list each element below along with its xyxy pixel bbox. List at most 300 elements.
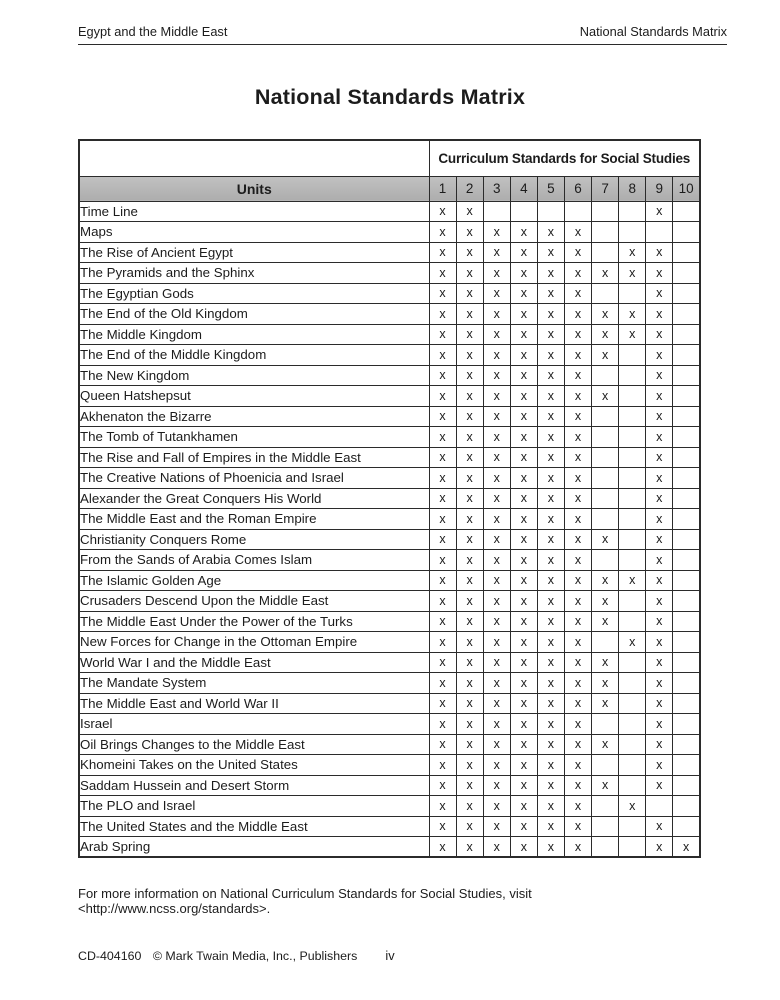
- unit-name: The New Kingdom: [79, 365, 429, 386]
- standard-mark-cell: x: [646, 488, 673, 509]
- empty-cell: [673, 529, 700, 550]
- standard-mark-cell: x: [429, 201, 456, 222]
- empty-cell: [673, 324, 700, 345]
- standard-mark-cell: x: [564, 324, 591, 345]
- standard-mark-cell: x: [510, 611, 537, 632]
- standard-mark-cell: x: [592, 775, 619, 796]
- standard-mark-cell: x: [564, 263, 591, 284]
- standard-mark-cell: x: [483, 796, 510, 817]
- unit-name: World War I and the Middle East: [79, 652, 429, 673]
- standard-mark-cell: x: [456, 796, 483, 817]
- unit-name: Saddam Hussein and Desert Storm: [79, 775, 429, 796]
- empty-cell: [673, 652, 700, 673]
- standard-mark-cell: x: [483, 488, 510, 509]
- empty-cell: [619, 673, 646, 694]
- standard-mark-cell: x: [456, 222, 483, 243]
- empty-cell: [592, 365, 619, 386]
- standard-mark-cell: x: [456, 816, 483, 837]
- standard-mark-cell: x: [456, 673, 483, 694]
- standard-mark-cell: x: [456, 652, 483, 673]
- standard-mark-cell: x: [646, 755, 673, 776]
- empty-cell: [619, 509, 646, 530]
- unit-name: Khomeini Takes on the United States: [79, 755, 429, 776]
- table-row: [79, 550, 700, 571]
- standard-mark-cell: x: [564, 611, 591, 632]
- standard-mark-cell: x: [510, 775, 537, 796]
- table-row: [79, 242, 700, 263]
- standard-mark-cell: x: [456, 529, 483, 550]
- running-head-right: National Standards Matrix: [579, 24, 727, 39]
- standard-mark-cell: x: [564, 529, 591, 550]
- standard-mark-cell: x: [429, 570, 456, 591]
- unit-name: The United States and the Middle East: [79, 816, 429, 837]
- standard-mark-cell: x: [537, 714, 564, 735]
- standard-mark-cell: x: [510, 734, 537, 755]
- standard-mark-cell: x: [510, 632, 537, 653]
- unit-name: The Middle Kingdom: [79, 324, 429, 345]
- standard-mark-cell: x: [429, 550, 456, 571]
- empty-cell: [673, 673, 700, 694]
- column-header-row: [79, 176, 700, 201]
- empty-cell: [564, 201, 591, 222]
- empty-cell: [619, 734, 646, 755]
- empty-cell: [673, 755, 700, 776]
- standard-mark-cell: x: [456, 591, 483, 612]
- standard-mark-cell: x: [456, 611, 483, 632]
- empty-cell: [510, 201, 537, 222]
- standard-mark-cell: x: [456, 345, 483, 366]
- column-header-6: 6: [564, 176, 591, 201]
- standard-mark-cell: x: [564, 837, 591, 858]
- standard-mark-cell: x: [537, 529, 564, 550]
- standard-mark-cell: x: [510, 652, 537, 673]
- empty-cell: [673, 775, 700, 796]
- footer-publisher: © Mark Twain Media, Inc., Publishers: [152, 949, 358, 963]
- standard-mark-cell: x: [483, 283, 510, 304]
- empty-cell: [592, 816, 619, 837]
- standard-mark-cell: x: [483, 652, 510, 673]
- standard-mark-cell: x: [429, 345, 456, 366]
- standard-mark-cell: x: [456, 263, 483, 284]
- empty-cell: [646, 796, 673, 817]
- standard-mark-cell: x: [483, 406, 510, 427]
- units-header-cell: Units: [79, 176, 429, 201]
- table-row: [79, 816, 700, 837]
- standard-mark-cell: x: [564, 570, 591, 591]
- empty-cell: [592, 509, 619, 530]
- unit-name: The Middle East Under the Power of the Turks: [79, 611, 429, 632]
- table-row: [79, 304, 700, 325]
- empty-cell: [619, 468, 646, 489]
- standard-mark-cell: x: [564, 714, 591, 735]
- unit-name: The Tomb of Tutankhamen: [79, 427, 429, 448]
- table-row: [79, 755, 700, 776]
- standard-mark-cell: x: [537, 632, 564, 653]
- column-header-9: 9: [646, 176, 673, 201]
- column-header-4: 4: [510, 176, 537, 201]
- standard-mark-cell: x: [619, 632, 646, 653]
- standard-mark-cell: x: [646, 447, 673, 468]
- empty-cell: [592, 283, 619, 304]
- empty-cell: [673, 222, 700, 243]
- standard-mark-cell: x: [483, 263, 510, 284]
- standard-mark-cell: x: [429, 386, 456, 407]
- standard-mark-cell: x: [483, 345, 510, 366]
- standard-mark-cell: x: [619, 796, 646, 817]
- empty-cell: [619, 529, 646, 550]
- standard-mark-cell: x: [564, 222, 591, 243]
- empty-cell: [619, 447, 646, 468]
- empty-cell: [619, 591, 646, 612]
- standard-mark-cell: x: [429, 365, 456, 386]
- empty-cell: [673, 242, 700, 263]
- standard-mark-cell: x: [537, 693, 564, 714]
- standard-mark-cell: x: [592, 345, 619, 366]
- standard-mark-cell: x: [646, 550, 673, 571]
- column-header-7: 7: [592, 176, 619, 201]
- standard-mark-cell: x: [592, 673, 619, 694]
- unit-name: Christianity Conquers Rome: [79, 529, 429, 550]
- standard-mark-cell: x: [537, 837, 564, 858]
- standard-mark-cell: x: [483, 365, 510, 386]
- empty-cell: [673, 611, 700, 632]
- unit-name: Arab Spring: [79, 837, 429, 858]
- standard-mark-cell: x: [564, 386, 591, 407]
- standard-mark-cell: x: [429, 734, 456, 755]
- standard-mark-cell: x: [429, 488, 456, 509]
- standard-mark-cell: x: [483, 222, 510, 243]
- table-row: [79, 283, 700, 304]
- standard-mark-cell: x: [483, 529, 510, 550]
- empty-cell: [673, 734, 700, 755]
- standard-mark-cell: x: [592, 386, 619, 407]
- standard-mark-cell: x: [619, 570, 646, 591]
- standard-mark-cell: x: [646, 263, 673, 284]
- standard-mark-cell: x: [510, 324, 537, 345]
- standard-mark-cell: x: [592, 324, 619, 345]
- standard-mark-cell: x: [456, 570, 483, 591]
- unit-name: Queen Hatshepsut: [79, 386, 429, 407]
- standard-mark-cell: x: [592, 652, 619, 673]
- column-header-5: 5: [537, 176, 564, 201]
- standard-mark-cell: x: [564, 345, 591, 366]
- standard-mark-cell: x: [564, 755, 591, 776]
- empty-cell: [619, 652, 646, 673]
- empty-cell: [619, 775, 646, 796]
- standard-mark-cell: x: [456, 365, 483, 386]
- standard-mark-cell: x: [510, 283, 537, 304]
- standard-mark-cell: x: [456, 714, 483, 735]
- standard-mark-cell: x: [537, 263, 564, 284]
- standard-mark-cell: x: [510, 263, 537, 284]
- standard-mark-cell: x: [429, 837, 456, 858]
- standard-mark-cell: x: [537, 509, 564, 530]
- empty-cell: [673, 447, 700, 468]
- empty-cell: [619, 816, 646, 837]
- standard-mark-cell: x: [646, 509, 673, 530]
- standard-mark-cell: x: [510, 693, 537, 714]
- standard-mark-cell: x: [483, 427, 510, 448]
- standard-mark-cell: x: [564, 468, 591, 489]
- unit-name: The PLO and Israel: [79, 796, 429, 817]
- group-header-cell: Curriculum Standards for Social Studies: [429, 140, 700, 176]
- standard-mark-cell: x: [483, 816, 510, 837]
- standard-mark-cell: x: [646, 406, 673, 427]
- standard-mark-cell: x: [646, 714, 673, 735]
- standard-mark-cell: x: [510, 755, 537, 776]
- empty-cell: [619, 222, 646, 243]
- empty-cell: [673, 591, 700, 612]
- standard-mark-cell: x: [456, 755, 483, 776]
- empty-cell: [592, 755, 619, 776]
- standard-mark-cell: x: [483, 324, 510, 345]
- standard-mark-cell: x: [564, 406, 591, 427]
- standard-mark-cell: x: [510, 550, 537, 571]
- standard-mark-cell: x: [510, 427, 537, 448]
- table-row: [79, 324, 700, 345]
- standard-mark-cell: x: [456, 509, 483, 530]
- standard-mark-cell: x: [537, 283, 564, 304]
- empty-cell: [673, 365, 700, 386]
- standard-mark-cell: x: [429, 468, 456, 489]
- standard-mark-cell: x: [429, 324, 456, 345]
- standard-mark-cell: x: [456, 734, 483, 755]
- standard-mark-cell: x: [564, 304, 591, 325]
- standard-mark-cell: x: [510, 242, 537, 263]
- standard-mark-cell: x: [429, 796, 456, 817]
- page-title: National Standards Matrix: [254, 85, 526, 109]
- standard-mark-cell: x: [564, 632, 591, 653]
- empty-cell: [592, 714, 619, 735]
- empty-cell: [592, 488, 619, 509]
- standard-mark-cell: x: [456, 468, 483, 489]
- empty-cell: [673, 816, 700, 837]
- empty-cell: [673, 509, 700, 530]
- empty-cell: [619, 755, 646, 776]
- empty-cell: [673, 693, 700, 714]
- standard-mark-cell: x: [510, 386, 537, 407]
- empty-cell: [592, 837, 619, 858]
- standard-mark-cell: x: [646, 673, 673, 694]
- standards-matrix-table: [78, 139, 701, 858]
- standard-mark-cell: x: [429, 693, 456, 714]
- standard-mark-cell: x: [510, 365, 537, 386]
- standard-mark-cell: x: [456, 201, 483, 222]
- standard-mark-cell: x: [510, 447, 537, 468]
- standard-mark-cell: x: [646, 386, 673, 407]
- standard-mark-cell: x: [592, 734, 619, 755]
- empty-cell: [673, 386, 700, 407]
- standard-mark-cell: x: [646, 775, 673, 796]
- standard-mark-cell: x: [646, 468, 673, 489]
- standard-mark-cell: x: [429, 816, 456, 837]
- table-row: [79, 509, 700, 530]
- standard-mark-cell: x: [483, 509, 510, 530]
- info-note: For more information on National Curriculum Standards for Social Studies, visit <http://www.ncss.org/standards>.: [78, 886, 532, 916]
- standard-mark-cell: x: [510, 796, 537, 817]
- unit-name: From the Sands of Arabia Comes Islam: [79, 550, 429, 571]
- page-number: iv: [385, 948, 395, 963]
- empty-cell: [673, 201, 700, 222]
- standard-mark-cell: x: [537, 447, 564, 468]
- empty-cell: [673, 714, 700, 735]
- standard-mark-cell: x: [429, 632, 456, 653]
- standard-mark-cell: x: [429, 611, 456, 632]
- unit-name: The Middle East and World War II: [79, 693, 429, 714]
- empty-cell: [619, 345, 646, 366]
- standard-mark-cell: x: [592, 570, 619, 591]
- standard-mark-cell: x: [483, 386, 510, 407]
- matrix-head: [79, 140, 700, 201]
- empty-cell: [646, 222, 673, 243]
- table-row: [79, 447, 700, 468]
- empty-cell: [592, 447, 619, 468]
- table-row: [79, 837, 700, 858]
- standard-mark-cell: x: [483, 632, 510, 653]
- standard-mark-cell: x: [537, 775, 564, 796]
- standard-mark-cell: x: [646, 242, 673, 263]
- standard-mark-cell: x: [456, 447, 483, 468]
- empty-cell: [673, 796, 700, 817]
- standard-mark-cell: x: [564, 816, 591, 837]
- matrix-body: [79, 201, 700, 857]
- standard-mark-cell: x: [429, 406, 456, 427]
- standard-mark-cell: x: [483, 837, 510, 858]
- standard-mark-cell: x: [456, 304, 483, 325]
- standard-mark-cell: x: [510, 222, 537, 243]
- unit-name: The Creative Nations of Phoenicia and Israel: [79, 468, 429, 489]
- standard-mark-cell: x: [564, 591, 591, 612]
- footer-product-code: CD-404160: [78, 949, 142, 963]
- standard-mark-cell: x: [510, 304, 537, 325]
- standard-mark-cell: x: [456, 488, 483, 509]
- empty-cell: [673, 427, 700, 448]
- standard-mark-cell: x: [646, 345, 673, 366]
- standard-mark-cell: x: [537, 468, 564, 489]
- standard-mark-cell: x: [619, 242, 646, 263]
- empty-cell: [619, 201, 646, 222]
- unit-name: Maps: [79, 222, 429, 243]
- standard-mark-cell: x: [537, 304, 564, 325]
- empty-cell: [673, 550, 700, 571]
- standard-mark-cell: x: [429, 755, 456, 776]
- standard-mark-cell: x: [456, 693, 483, 714]
- standard-mark-cell: x: [483, 673, 510, 694]
- standard-mark-cell: x: [646, 529, 673, 550]
- standard-mark-cell: x: [537, 673, 564, 694]
- unit-name: Oil Brings Changes to the Middle East: [79, 734, 429, 755]
- table-row: [79, 529, 700, 550]
- standard-mark-cell: x: [646, 632, 673, 653]
- standard-mark-cell: x: [456, 837, 483, 858]
- standard-mark-cell: x: [483, 570, 510, 591]
- standard-mark-cell: x: [619, 324, 646, 345]
- table-row: [79, 263, 700, 284]
- standard-mark-cell: x: [429, 263, 456, 284]
- standard-mark-cell: x: [537, 734, 564, 755]
- standard-mark-cell: x: [646, 427, 673, 448]
- table-row: [79, 652, 700, 673]
- standard-mark-cell: x: [564, 734, 591, 755]
- table-row: [79, 386, 700, 407]
- column-header-10: 10: [673, 176, 700, 201]
- standard-mark-cell: x: [537, 796, 564, 817]
- standard-mark-cell: x: [646, 201, 673, 222]
- standard-mark-cell: x: [537, 755, 564, 776]
- column-header-8: 8: [619, 176, 646, 201]
- empty-cell: [673, 632, 700, 653]
- unit-name: The Pyramids and the Sphinx: [79, 263, 429, 284]
- standard-mark-cell: x: [646, 693, 673, 714]
- table-row: [79, 734, 700, 755]
- empty-cell: [673, 570, 700, 591]
- empty-cell: [592, 550, 619, 571]
- standard-mark-cell: x: [592, 263, 619, 284]
- standard-mark-cell: x: [564, 509, 591, 530]
- empty-cell: [673, 406, 700, 427]
- empty-cell: [592, 427, 619, 448]
- standard-mark-cell: x: [456, 550, 483, 571]
- table-row: [79, 468, 700, 489]
- unit-name: The Islamic Golden Age: [79, 570, 429, 591]
- table-row: [79, 570, 700, 591]
- standard-mark-cell: x: [564, 242, 591, 263]
- empty-cell: [592, 201, 619, 222]
- standard-mark-cell: x: [483, 611, 510, 632]
- standard-mark-cell: x: [510, 345, 537, 366]
- empty-cell: [673, 488, 700, 509]
- standard-mark-cell: x: [510, 488, 537, 509]
- standard-mark-cell: x: [646, 570, 673, 591]
- unit-name: The Egyptian Gods: [79, 283, 429, 304]
- standard-mark-cell: x: [673, 837, 700, 858]
- running-head: [78, 24, 727, 39]
- standard-mark-cell: x: [564, 427, 591, 448]
- standard-mark-cell: x: [592, 693, 619, 714]
- table-row: [79, 201, 700, 222]
- empty-cell: [592, 796, 619, 817]
- standard-mark-cell: x: [646, 591, 673, 612]
- standard-mark-cell: x: [619, 263, 646, 284]
- standard-mark-cell: x: [483, 591, 510, 612]
- standard-mark-cell: x: [564, 693, 591, 714]
- standard-mark-cell: x: [510, 673, 537, 694]
- standard-mark-cell: x: [429, 775, 456, 796]
- standard-mark-cell: x: [564, 365, 591, 386]
- standard-mark-cell: x: [564, 488, 591, 509]
- standard-mark-cell: x: [429, 283, 456, 304]
- header-divider: [78, 44, 727, 45]
- standard-mark-cell: x: [510, 816, 537, 837]
- standard-mark-cell: x: [646, 365, 673, 386]
- standard-mark-cell: x: [483, 755, 510, 776]
- empty-cell: [619, 693, 646, 714]
- empty-cell: [619, 427, 646, 448]
- column-header-2: 2: [456, 176, 483, 201]
- empty-cell: [673, 263, 700, 284]
- empty-cell: [592, 242, 619, 263]
- standard-mark-cell: x: [646, 283, 673, 304]
- empty-cell: [673, 345, 700, 366]
- standard-mark-cell: x: [564, 652, 591, 673]
- standard-mark-cell: x: [564, 283, 591, 304]
- standard-mark-cell: x: [456, 242, 483, 263]
- standard-mark-cell: x: [429, 509, 456, 530]
- standard-mark-cell: x: [429, 591, 456, 612]
- standard-mark-cell: x: [646, 324, 673, 345]
- empty-cell: [537, 201, 564, 222]
- empty-cell: [483, 201, 510, 222]
